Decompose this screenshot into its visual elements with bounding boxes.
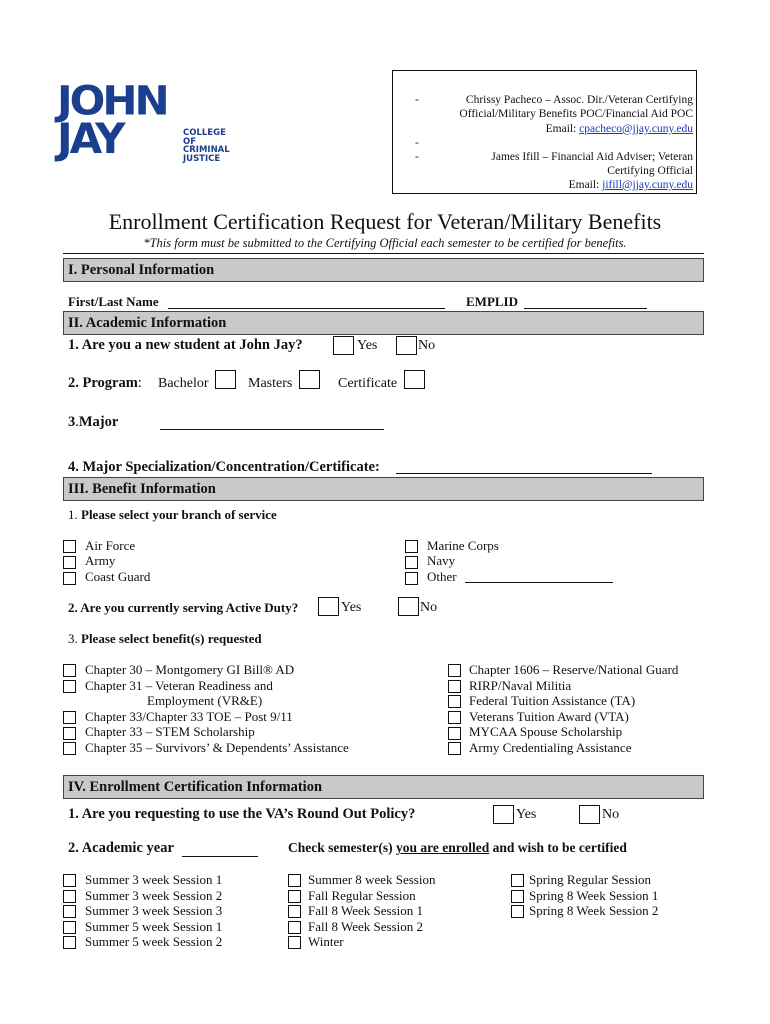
contact-2-name: James Ifill – Financial Aid Adviser; Veteran	[491, 151, 693, 163]
benefit-army-ca-label: Army Credentialing Assistance	[469, 740, 632, 755]
branch-other-checkbox[interactable]	[405, 572, 418, 585]
form-subtitle: *This form must be submitted to the Certifying Official each semester to be certified for benefits.	[143, 236, 627, 250]
branch-coast-guard-label: Coast Guard	[85, 569, 151, 584]
academic-year-label: 2. Academic year	[68, 840, 174, 856]
program-masters-label: Masters	[248, 376, 293, 391]
branch-navy-label: Navy	[427, 553, 456, 568]
contact-dash: -	[415, 151, 419, 163]
contact-2-email-row	[569, 178, 693, 193]
semester-fall8-s1-checkbox[interactable]	[288, 905, 301, 918]
program-label-text: 2. Program	[68, 375, 138, 391]
semester-summer5-s2-label: Summer 5 week Session 2	[85, 934, 223, 949]
contact-box	[392, 70, 697, 194]
program-label	[68, 375, 142, 392]
benefit-mycaa-label: MYCAA Spouse Scholarship	[469, 724, 623, 739]
contact-1-email-label: Email:	[545, 123, 580, 135]
major-dot: .	[75, 414, 79, 430]
semester-summer5-s1-checkbox[interactable]	[63, 921, 76, 934]
semester-summer8-checkbox[interactable]	[288, 874, 301, 887]
contact-1-email-link[interactable]: cpacheco@jjay.cuny.edu	[579, 123, 693, 135]
benefit-ch1606-label: Chapter 1606 – Reserve/National Guard	[469, 662, 679, 677]
name-field[interactable]	[168, 307, 445, 309]
branch-question-text: Please select your branch of service	[81, 507, 277, 522]
benefit-vta-checkbox[interactable]	[448, 711, 461, 724]
active-duty-yes-checkbox[interactable]	[318, 597, 339, 616]
contact-1-role: Official/Military Benefits POC/Financial Aid POC	[459, 108, 693, 120]
section-academic-header: II. Academic Information	[63, 311, 704, 335]
contact-2-role: Certifying Official	[607, 165, 693, 177]
program-certificate-label: Certificate	[338, 376, 398, 391]
round-out-yes-label: Yes	[516, 807, 537, 822]
branch-army-label: Army	[85, 553, 116, 568]
semester-summer5-s2-checkbox[interactable]	[63, 936, 76, 949]
benefits-question-number: 3.	[68, 631, 78, 646]
major-label	[68, 414, 118, 431]
emplid-field[interactable]	[524, 307, 647, 309]
new-student-yes-checkbox[interactable]	[333, 336, 354, 355]
benefit-ch33-stem-label: Chapter 33 – STEM Scholarship	[85, 724, 255, 739]
round-out-yes-checkbox[interactable]	[493, 805, 514, 824]
semester-winter-label: Winter	[308, 934, 344, 949]
benefit-ch31-checkbox[interactable]	[63, 680, 76, 693]
semester-instruction-post: and wish to be certified	[489, 840, 627, 855]
active-duty-no-label: No	[420, 600, 438, 615]
college-logo	[57, 77, 257, 164]
semester-summer3-s1-checkbox[interactable]	[63, 874, 76, 887]
semester-spring-regular-checkbox[interactable]	[511, 874, 524, 887]
program-certificate-checkbox[interactable]	[404, 370, 425, 389]
new-student-no-checkbox[interactable]	[396, 336, 417, 355]
semester-spring8-s1-checkbox[interactable]	[511, 890, 524, 903]
new-student-yes-label: Yes	[357, 338, 378, 353]
semester-instruction-underlined: you are enrolled	[395, 840, 490, 855]
semester-spring8-s2-label: Spring 8 Week Session 2	[529, 903, 659, 918]
semester-spring8-s1-label: Spring 8 Week Session 1	[529, 888, 659, 903]
new-student-question: 1. Are you a new student at John Jay?	[68, 337, 303, 353]
round-out-no-label: No	[602, 807, 620, 822]
branch-navy-checkbox[interactable]	[405, 556, 418, 569]
benefit-ch30-checkbox[interactable]	[63, 664, 76, 677]
semester-summer3-s1-label: Summer 3 week Session 1	[85, 872, 223, 887]
semester-summer3-s2-checkbox[interactable]	[63, 890, 76, 903]
new-student-no-label: No	[418, 338, 436, 353]
contact-2-email-label: Email:	[568, 179, 603, 191]
benefit-rirp-checkbox[interactable]	[448, 680, 461, 693]
semester-spring8-s2-checkbox[interactable]	[511, 905, 524, 918]
branch-question	[68, 507, 277, 523]
benefit-ch35-checkbox[interactable]	[63, 742, 76, 755]
contact-2-email-link[interactable]: jifill@jjay.cuny.edu	[602, 179, 693, 191]
semester-instruction	[288, 840, 627, 856]
branch-other-field[interactable]	[465, 581, 613, 583]
academic-year-field[interactable]	[182, 855, 258, 857]
semester-summer3-s3-checkbox[interactable]	[63, 905, 76, 918]
active-duty-question: 2. Are you currently serving Active Duty?	[68, 600, 299, 615]
specialization-field[interactable]	[396, 472, 652, 474]
name-label: First/Last Name	[68, 294, 159, 309]
contact-dash: -	[415, 94, 419, 106]
benefit-ch35-label: Chapter 35 – Survivors’ & Dependents’ Assistance	[85, 740, 349, 755]
benefit-ch30-label: Chapter 30 – Montgomery GI Bill® AD	[85, 662, 295, 677]
benefit-ch31-label: Chapter 31 – Veteran Readiness and	[85, 678, 273, 693]
branch-air-force-label: Air Force	[85, 538, 136, 553]
branch-air-force-checkbox[interactable]	[63, 540, 76, 553]
round-out-no-checkbox[interactable]	[579, 805, 600, 824]
benefit-army-ca-checkbox[interactable]	[448, 742, 461, 755]
program-masters-checkbox[interactable]	[299, 370, 320, 389]
section-enrollment-header: IV. Enrollment Certification Information	[63, 775, 704, 799]
program-label-colon: :	[137, 375, 142, 391]
contact-1-name: Chrissy Pacheco – Assoc. Dir./Veteran Certifying	[465, 94, 693, 106]
branch-question-number: 1.	[68, 507, 78, 522]
emplid-label: EMPLID	[466, 294, 518, 309]
semester-summer3-s3-label: Summer 3 week Session 3	[85, 903, 223, 918]
active-duty-no-checkbox[interactable]	[398, 597, 419, 616]
section-personal-header: I. Personal Information	[63, 258, 704, 282]
semester-instruction-pre: Check semester(s)	[288, 840, 396, 855]
benefit-ch33-stem-checkbox[interactable]	[63, 727, 76, 740]
benefits-question	[68, 631, 262, 647]
program-bachelor-checkbox[interactable]	[215, 370, 236, 389]
semester-fall-regular-checkbox[interactable]	[288, 890, 301, 903]
round-out-question: 1. Are you requesting to use the VA’s Round Out Policy?	[68, 806, 416, 822]
benefit-ch31-label-cont: Employment (VR&E)	[147, 693, 263, 708]
semester-summer8-label: Summer 8 week Session	[308, 872, 436, 887]
major-number: 3	[68, 414, 76, 430]
logo-subtext: COLLEGE OF CRIMINAL JUSTICE	[183, 128, 230, 164]
benefit-vta-label: Veterans Tuition Award (VTA)	[469, 709, 629, 724]
semester-summer5-s1-label: Summer 5 week Session 1	[85, 919, 223, 934]
form-title: Enrollment Certification Request for Veteran/Military Benefits	[108, 209, 662, 234]
active-duty-yes-label: Yes	[341, 600, 362, 615]
major-field[interactable]	[160, 428, 384, 430]
branch-marine-corps-label: Marine Corps	[427, 538, 499, 553]
semester-winter-checkbox[interactable]	[288, 936, 301, 949]
semester-spring-regular-label: Spring Regular Session	[529, 872, 652, 887]
major-label-text: Major	[78, 414, 119, 430]
branch-army-checkbox[interactable]	[63, 556, 76, 569]
logo-word-john: JOHN	[57, 77, 167, 124]
benefit-ch33-label: Chapter 33/Chapter 33 TOE – Post 9/11	[85, 709, 293, 724]
benefit-ta-label: Federal Tuition Assistance (TA)	[469, 693, 636, 708]
semester-summer3-s2-label: Summer 3 week Session 2	[85, 888, 223, 903]
branch-other-label: Other	[427, 569, 457, 584]
section-benefit-header: III. Benefit Information	[63, 477, 704, 501]
program-bachelor-label: Bachelor	[158, 376, 209, 391]
benefit-ch33-checkbox[interactable]	[63, 711, 76, 724]
contact-dash: -	[415, 137, 419, 149]
semester-fall8-s2-label: Fall 8 Week Session 2	[308, 919, 423, 934]
branch-marine-corps-checkbox[interactable]	[405, 540, 418, 553]
benefit-ch1606-checkbox[interactable]	[448, 664, 461, 677]
specialization-question: 4. Major Specialization/Concentration/Certificate:	[68, 459, 380, 475]
title-rule	[63, 253, 704, 254]
benefit-mycaa-checkbox[interactable]	[448, 727, 461, 740]
semester-fall8-s1-label: Fall 8 Week Session 1	[308, 903, 423, 918]
benefit-rirp-label: RIRP/Naval Militia	[469, 678, 572, 693]
benefit-ta-checkbox[interactable]	[448, 695, 461, 708]
contact-1-email-row	[546, 122, 693, 137]
semester-fall8-s2-checkbox[interactable]	[288, 921, 301, 934]
benefits-question-text: Please select benefit(s) requested	[81, 631, 262, 646]
logo-word-jay: JAY	[57, 114, 123, 163]
semester-fall-regular-label: Fall Regular Session	[308, 888, 416, 903]
branch-coast-guard-checkbox[interactable]	[63, 572, 76, 585]
